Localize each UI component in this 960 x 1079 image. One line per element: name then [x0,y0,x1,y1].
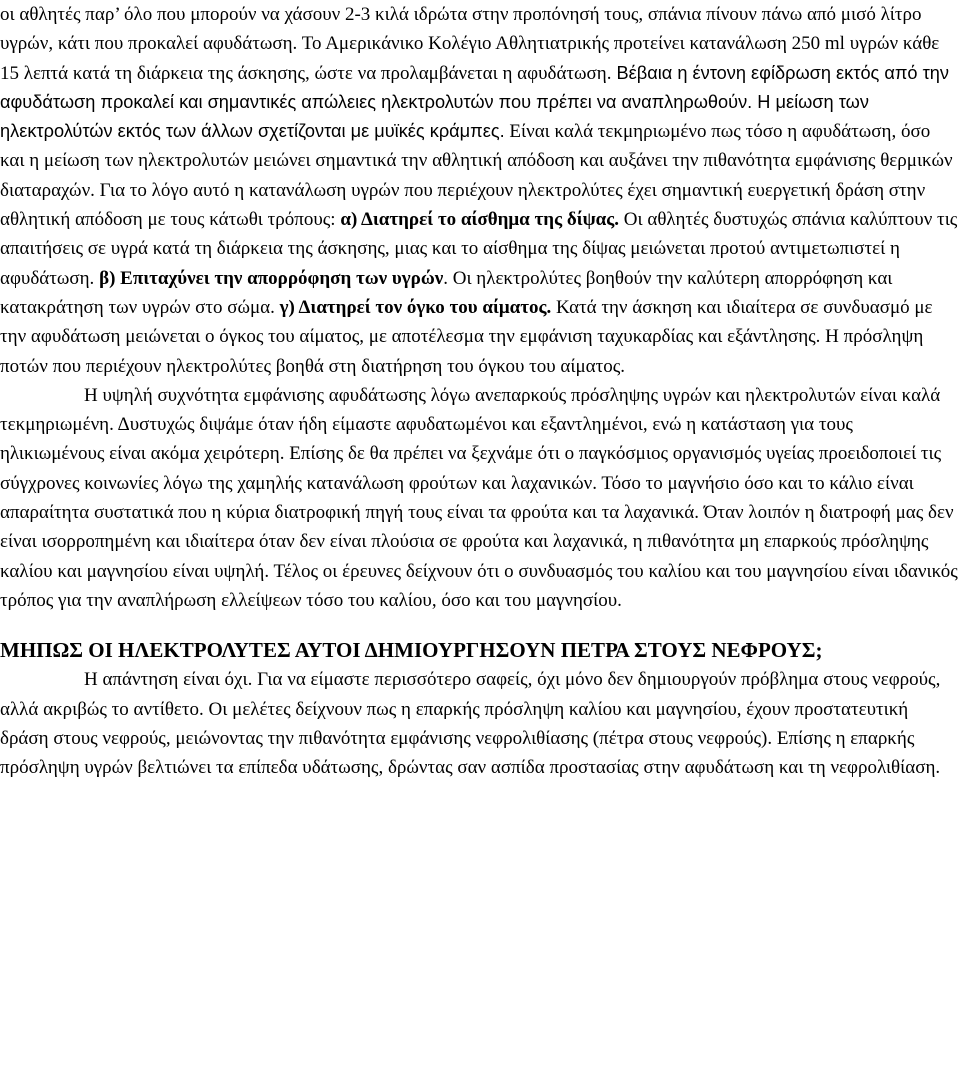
paragraph-potassium-magnesium [0,381,958,615]
paragraph-dehydration-electrolytes [0,0,958,381]
paragraph-potassium-magnesium-text: Η υψηλή συχνότητα εμφάνισης αφυδάτωσης λόγω ανεπαρκούς πρόσληψης υγρών και ηλεκτρολυτών είναι καλά τεκμηριωμένη. Δυστυχώς διψάμε όταν ήδη είμαστε αφυδατωμένοι και εξαντλημένοι, ενώ η κατάσταση για τους ηλικιωμένους είναι ακόμα χειρότερη. Επίσης δε θα πρέπει να ξεχνάμε ότι ο παγκόσμιος οργανισμός υγείας προειδοποιεί τις σύγχρονες κοινωνίες λόγω της χαμηλής κατανάλωση φρούτων και λαχανικών. Τόσο το μαγνήσιο όσο και το κάλιο είναι απαραίτητα συστατικά που η κύρια διατροφική πηγή τους είναι τα φρούτα και τα λαχανικά. Όταν λοιπόν η διατροφή μας δεν είναι ισορροπημένη και ιδιαίτερα όταν δεν είναι πλούσια σε φρούτα και λαχανικά, η πιθανότητα μη επαρκούς πρόσληψης καλίου και μαγνησίου είναι υψηλή. Τέλος οι έρευνες δείχνουν ότι ο συνδυασμός του καλίου και του μαγνησίου είναι ιδανικός τρόπος για την αναπλήρωση ελλείψεων τόσο του καλίου, όσο και του μαγνησίου. [0,384,958,611]
sentence-performance: Είναι καλά τεκμηριωμένο πως τόσο η αφυδάτωση, όσο και η μείωση των ηλεκτρολυτών μειώνει σημαντικά την αθλητική απόδοση και αυξάνει την πιθανότητα εμφάνισης θερμικών διαταραχών. Για το λόγο αυτό η κατανάλωση υγρών που περιέχουν ηλεκτρολύτες έχει σημαντική ευεργετική δράση στην αθλητική απόδοση με τους κάτωθι τρόπους: [0,121,953,231]
sentence-electrolyte-loss: Βέβαια η έντονη εφίδρωση εκτός από την αφυδάτωση προκαλεί και σημαντικές απώλειες ηλεκτρολυτών που πρέπει να αναπληρωθούν. Η μείωση των ηλεκτρολύτών εκτός των άλλων σχετίζονται με μυϊκές κράμπες. [0,62,949,142]
sentence-fluid-intake: οι αθλητές παρ’ όλο που μπορούν να χάσουν 2-3 κιλά ιδρώτα στην προπόνησή τους, σπάνια πίνουν πάνω από μισό λίτρο υγρών, κάτι που προκαλεί αφυδάτωση. Το Αμερικάνικο Κολέγιο Αθλητιατρικής προτείνει κατανάλωση 250 ml υγρών κάθε 15 λεπτά κατά τη διάρκεια της άσκησης, ώστε να προλαμβάνεται η αφυδάτωση. [0,4,940,84]
benefit-thirst-heading: α) Διατηρεί το αίσθημα της δίψας. [340,209,620,231]
benefit-absorption-text: . Οι ηλεκτρολύτες βοηθούν την καλύτερη απορρόφηση και κατακράτηση των υγρών στο σώμα. [0,267,893,318]
paragraph-answer [0,665,958,782]
benefit-blood-volume-heading: γ) Διατηρεί τον όγκο του αίματος. [279,296,552,318]
paragraph-answer-text: Η απάντηση είναι όχι. Για να είμαστε περισσότερο σαφείς, όχι μόνο δεν δημιουργούν πρόβλημα στους νεφρούς, αλλά ακριβώς το αντίθετο. Οι μελέτες δείχνουν πως η επαρκής πρόσληψη καλίου και μαγνησίου, έχουν προστατευτική δράση στους νεφρούς, μειώνοντας την πιθανότητα εμφάνισης νεφρολιθίασης (πέτρα στους νεφρούς). Επίσης η επαρκής πρόσληψη υγρών βελτιώνει τα επίπεδα υδάτωσης, δρώντας σαν ασπίδα προστασίας στην αφυδάτωση και τη νεφρολιθίαση. [0,669,941,779]
benefit-blood-volume-text: Κατά την άσκηση και ιδιαίτερα σε συνδυασμό με την αφυδάτωση μειώνεται ο όγκος του αίματος, με αποτέλεσμα την εμφάνιση ταχυκαρδίας και εξάντλησης. Η πρόσληψη ποτών που περιέχουν ηλεκτρολύτες βοηθά στη διατήρηση του όγκου του αίματος. [0,296,933,377]
benefit-thirst-text: Οι αθλητές δυστυχώς σπάνια καλύπτουν τις απαιτήσεις σε υγρά κατά τη διάρκεια της άσκησης, μιας και το αίσθημα της δίψας μειώνεται προτού αντιμετωπιστεί η αφυδάτωση. [0,209,958,289]
section-heading-kidney-stones: ΜΗΠΩΣ ΟΙ ΗΛΕΚΤΡΟΛΥΤΕΣ ΑΥΤΟΙ ΔΗΜΙΟΥΡΓΗΣΟΥΝ ΠΕΤΡΑ ΣΤΟΥΣ ΝΕΦΡΟΥΣ; [0,638,823,663]
benefit-absorption-heading: β) Επιταχύνει την απορρόφηση των υγρών [99,267,444,289]
